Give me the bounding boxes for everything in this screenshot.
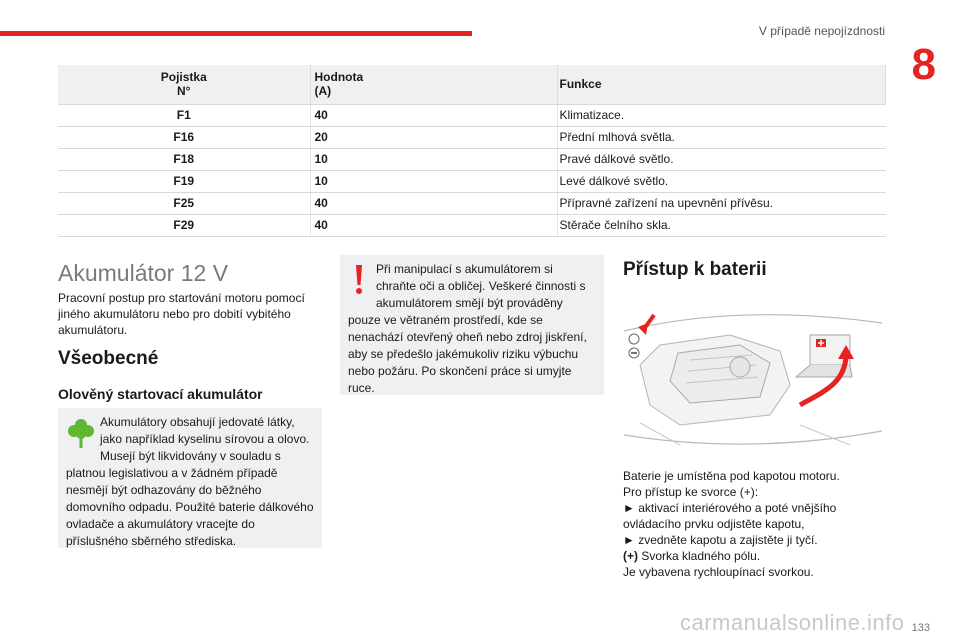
table-row <box>58 126 886 148</box>
terminal-line <box>623 548 883 564</box>
section-title: V případě nepojízdnosti <box>758 24 885 38</box>
terminal-text: Svorka kladného pólu. <box>638 549 761 563</box>
fuse-cell: F16 <box>58 126 310 148</box>
function-cell: Přední mlhová světla. <box>557 126 886 148</box>
header-value: Hodnota (A) <box>310 65 557 104</box>
access-step2: ► zvedněte kapotu a zajistěte ji tyčí. <box>623 533 818 547</box>
fuse-cell: F19 <box>58 170 310 192</box>
function-cell: Levé dálkové světlo. <box>557 170 886 192</box>
recycle-tree-icon <box>66 416 96 450</box>
exclamation-warning-icon <box>346 263 372 297</box>
warning-note-text: Při manipulací s akumulátorem si chraňte oči a obličej. Veškeré činnosti s akumulátorem smějí být prováděny pouze ve větraném prostředí, kde se nenachází otevřený oheň nebo zdroj jiskření, aby se předešlo jakémukoliv riziku výbuchu nebo požáru. Po skončení práce si umyjte ruce. <box>348 262 587 395</box>
fuse-cell: F29 <box>58 214 310 236</box>
access-line2: Pro přístup ke svorce (+): <box>623 485 759 499</box>
value-cell: 20 <box>310 126 557 148</box>
fuse-table-header <box>58 65 886 104</box>
function-cell: Pravé dálkové světlo. <box>557 148 886 170</box>
warning-note-box <box>340 255 604 395</box>
value-cell: 40 <box>310 192 557 214</box>
engine-bay-illustration <box>620 305 884 455</box>
fuse-cell: F25 <box>58 192 310 214</box>
table-row <box>58 192 886 214</box>
general-heading: Všeobecné <box>58 348 159 369</box>
access-line1: Baterie je umístěna pod kapotou motoru. <box>623 469 840 483</box>
battery-intro: Pracovní postup pro startování motoru pomocí jiného akumulátoru nebo pro dobití vybitého akumulátoru. <box>58 291 305 337</box>
header-fuse: Pojistka N° <box>58 65 310 104</box>
fuse-table <box>58 65 886 237</box>
watermark: carmanualsonline.info <box>680 610 905 635</box>
header-function: Funkce <box>557 65 886 104</box>
chapter-number: 8 <box>911 40 936 89</box>
terminal-label: (+) <box>623 549 638 563</box>
table-row <box>58 148 886 170</box>
access-description <box>623 468 883 580</box>
function-cell: Klimatizace. <box>557 104 886 126</box>
table-row <box>58 214 886 236</box>
access-heading: Přístup k baterii <box>623 259 767 280</box>
value-cell: 40 <box>310 214 557 236</box>
header-accent-bar <box>0 31 472 36</box>
access-last-line: Je vybavena rychloupínací svorkou. <box>623 565 814 579</box>
function-cell: Stěrače čelního skla. <box>557 214 886 236</box>
value-cell: 10 <box>310 170 557 192</box>
access-step1: ► aktivací interiérového a poté vnějšího ovládacího prvku odjistěte kapotu, <box>623 501 837 531</box>
eco-note-text: Akumulátory obsahují jedovaté látky, jako například kyselinu sírovou a olovo. Musejí být likvidovány v souladu s platnou legislativou a v žádném případě nesmějí být odhazovány do běžného domovního odpadu. Použité baterie dálkového ovladače a akumulátory vracejte do příslušného sběrného střediska. <box>66 415 314 548</box>
value-cell: 40 <box>310 104 557 126</box>
table-row <box>58 170 886 192</box>
lead-acid-heading: Olověný startovací akumulátor <box>58 386 263 402</box>
value-cell: 10 <box>310 148 557 170</box>
function-cell: Přípravné zařízení na upevnění přívěsu. <box>557 192 886 214</box>
page-number: 133 <box>911 622 930 634</box>
fuse-cell: F1 <box>58 104 310 126</box>
table-row <box>58 104 886 126</box>
battery-heading: Akumulátor 12 V <box>58 260 229 286</box>
fuse-cell: F18 <box>58 148 310 170</box>
eco-note-box <box>58 408 322 548</box>
